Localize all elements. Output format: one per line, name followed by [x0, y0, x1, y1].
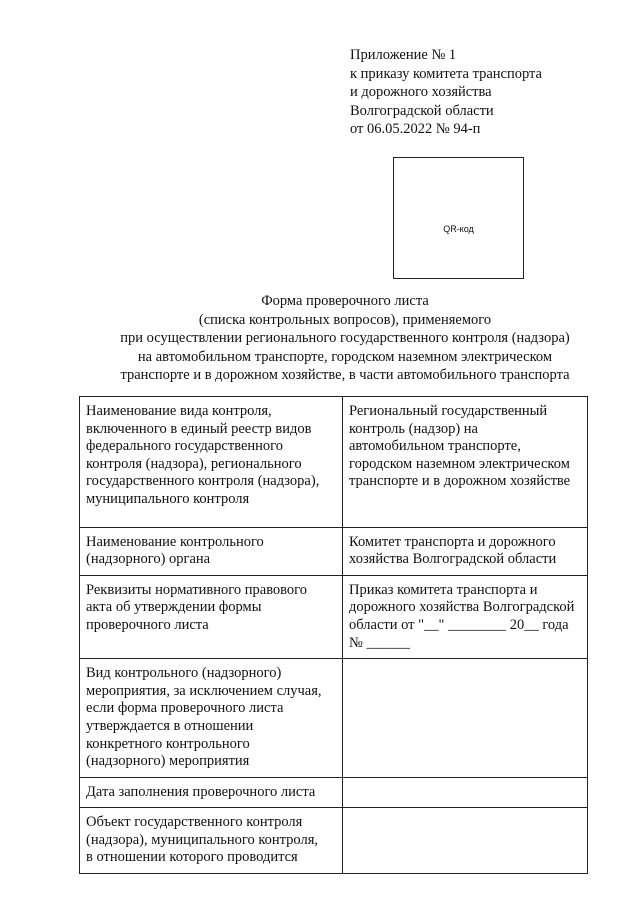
appendix-line: и дорожного хозяйства	[350, 84, 492, 100]
row-value-cell	[343, 808, 588, 874]
row-label-line: в отношении которого проводится	[86, 849, 298, 866]
row-label-line: Реквизиты нормативного правового	[86, 581, 308, 598]
row-label-line: мероприятия, за исключением случая,	[86, 682, 322, 699]
row-value-cell	[343, 527, 588, 575]
form-title-line: (списка контрольных вопросов), применяемого	[198, 311, 492, 328]
row-label-cell	[80, 527, 343, 575]
row-value-line: хозяйства Волгоградской области	[349, 551, 557, 568]
table-row	[80, 575, 588, 658]
row-label-line: федерального государственного	[86, 438, 284, 455]
row-label-line: включенного в единый реестр видов	[86, 420, 312, 437]
row-label-cell	[80, 659, 343, 778]
form-title-line: транспорте и в дорожном хозяйстве, в части автомобильного транспорта	[120, 367, 570, 383]
row-label-cell	[80, 575, 343, 658]
form-title-line: Форма проверочного листа	[261, 293, 429, 309]
table-row	[80, 777, 588, 808]
row-label-line: (надзорного) мероприятия	[86, 753, 250, 770]
row-value-line: транспорте и в дорожном хозяйстве	[349, 473, 571, 490]
appendix-line: от 06.05.2022 № 94-п	[350, 121, 481, 137]
table-row	[80, 659, 588, 778]
form-title-line: при осуществлении регионального государственного контроля (надзора)	[120, 330, 570, 346]
row-value-cell	[343, 575, 588, 658]
row-label-line: проверочного листа	[86, 616, 209, 633]
table-row	[80, 527, 588, 575]
table-row	[80, 397, 588, 528]
row-value-line: автомобильном транспорте,	[349, 438, 521, 455]
row-label-line: Наименование вида контроля,	[86, 403, 272, 419]
row-value-line: Региональный государственный	[349, 403, 548, 419]
row-label-line: Объект государственного контроля	[86, 814, 303, 831]
checklist-table	[79, 396, 588, 874]
row-value-cell	[343, 777, 588, 808]
qr-code-label: QR-код	[443, 224, 474, 234]
row-label-line: государственного контроля (надзора),	[86, 473, 320, 490]
row-label-line: (надзорного) органа	[86, 551, 211, 568]
appendix-line: к приказу комитета транспорта	[350, 65, 542, 82]
row-value-cell	[343, 659, 588, 778]
row-value-cell	[343, 397, 588, 528]
row-label-line: муниципального контроля	[86, 490, 250, 507]
row-value-line: Приказ комитета транспорта и	[349, 581, 538, 598]
appendix-line: Волгоградской области	[350, 102, 494, 119]
row-value-line: № ______	[349, 634, 410, 651]
row-label-line: (надзора), муниципального контроля,	[86, 831, 319, 848]
row-label-line: Вид контрольного (надзорного)	[86, 665, 282, 682]
row-label-line: акта об утверждении формы	[86, 599, 262, 616]
row-value-line: контроль (надзор) на	[349, 420, 478, 437]
row-label-line: Дата заполнения проверочного листа	[86, 783, 316, 800]
row-value-line: дорожного хозяйства Волгоградской	[349, 599, 575, 616]
row-value-line: городском наземном электрическом	[349, 455, 570, 472]
appendix-line: Приложение № 1	[350, 47, 457, 63]
row-label-line: утверждается в отношении	[86, 717, 254, 734]
row-label-cell	[80, 777, 343, 808]
row-label-line: если форма проверочного листа	[86, 700, 284, 717]
row-label-line: конкретного контрольного	[86, 735, 250, 752]
form-title-line: на автомобильном транспорте, городском наземном электрическом	[137, 348, 553, 365]
form-title	[70, 292, 620, 385]
row-label-line: контроля (надзора), регионального	[86, 455, 302, 472]
row-value-line: области от "__" ________ 20__ года	[349, 616, 569, 633]
row-label-cell	[80, 397, 343, 528]
row-label-cell	[80, 808, 343, 874]
row-value-line: Комитет транспорта и дорожного	[349, 533, 556, 550]
appendix-header	[350, 46, 542, 139]
table-row	[80, 808, 588, 874]
row-label-line: Наименование контрольного	[86, 533, 264, 550]
qr-code-placeholder	[393, 157, 524, 279]
